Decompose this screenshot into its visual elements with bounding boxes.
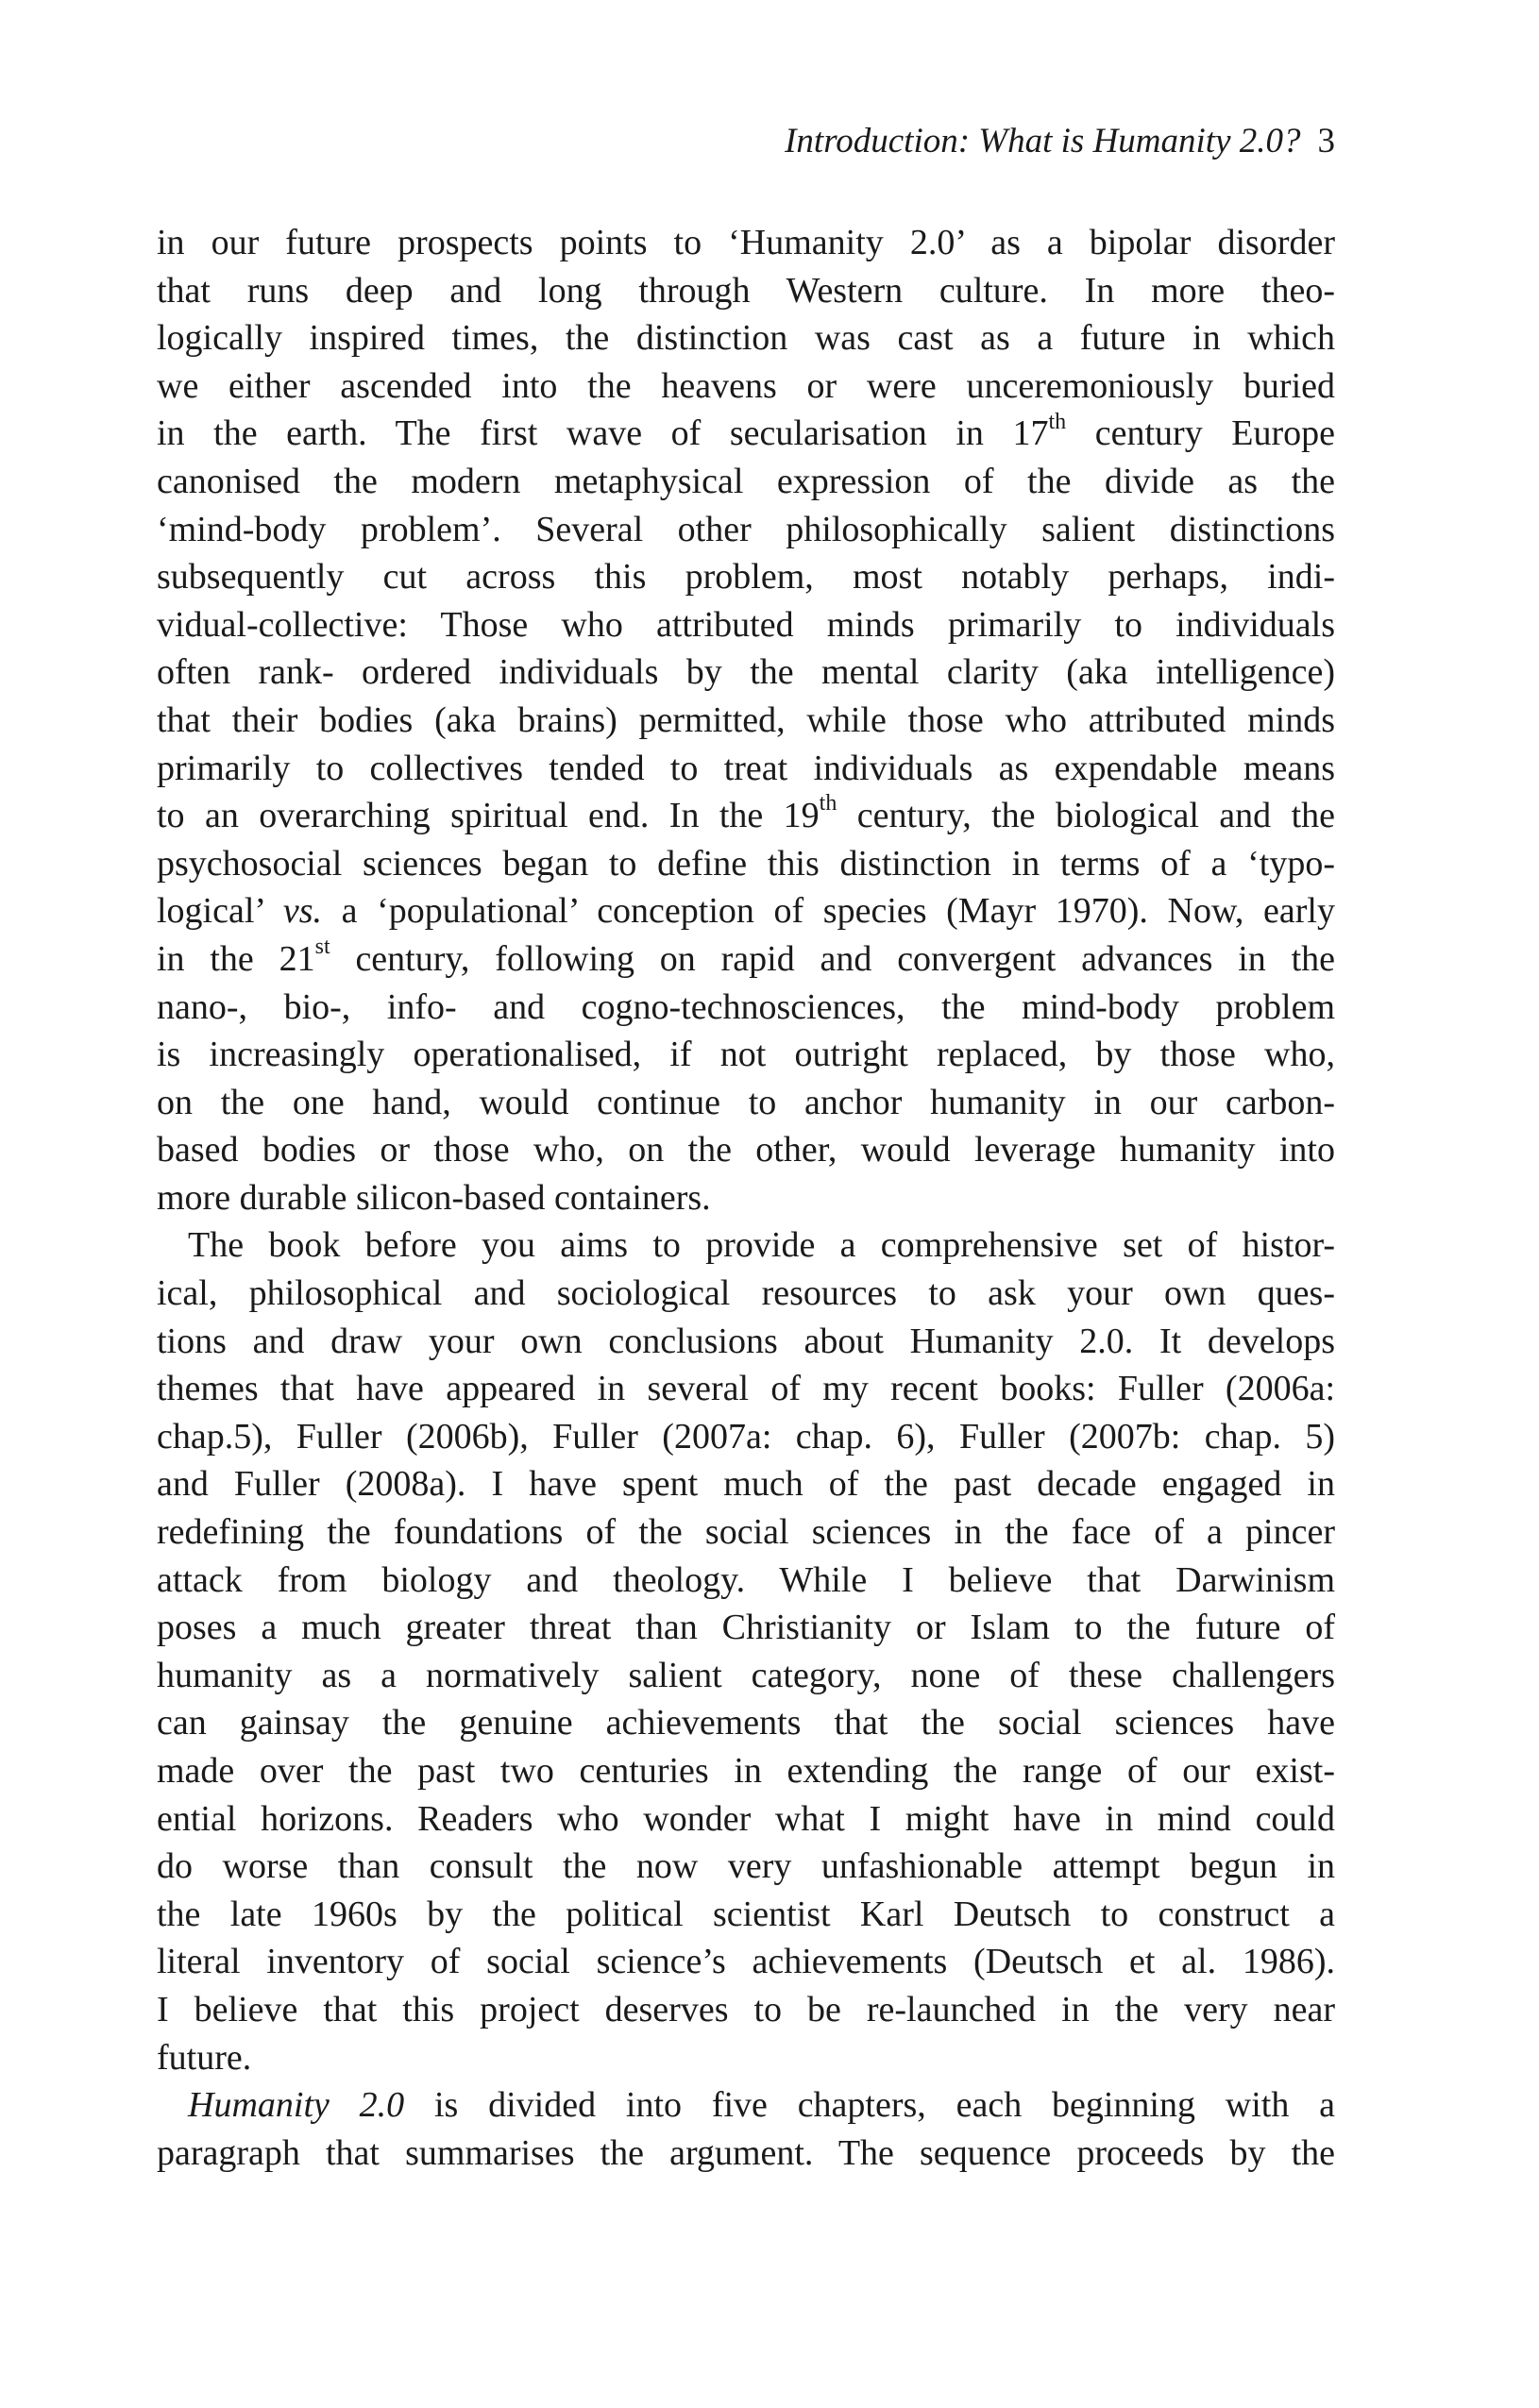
page-number: 3 (1317, 122, 1335, 160)
text-line (157, 792, 1335, 840)
text-segment: a ‘populational’ conception of species (Mayr 1970). Now, early (322, 891, 1335, 932)
text-line: the late 1960s by the political scientist Karl Deutsch to construct a (157, 1894, 1335, 1934)
running-head (157, 121, 1335, 162)
text-segment: century Europe (1066, 413, 1335, 454)
text-segment: logical’ (157, 891, 283, 932)
text-line: often rank- ordered individuals by the mental clarity (aka intelligence) (157, 652, 1335, 693)
text-line: is increasingly operationalised, if not outright replaced, by those who, (157, 1035, 1335, 1075)
text-line (157, 935, 1335, 984)
text-segment: in the earth. The first wave of secularisation in 17 (157, 413, 1049, 454)
text-line: on the one hand, would continue to anchor humanity in our carbon- (157, 1082, 1335, 1122)
text-line: redefining the foundations of the social sciences in the face of a pincer (157, 1512, 1335, 1553)
text-segment: is divided into five chapters, each beginning with a (404, 2085, 1335, 2126)
paragraph-1 (157, 219, 1335, 1221)
text-line: vidual-collective: Those who attributed minds primarily to individuals (157, 604, 1335, 645)
text-segment: century, the biological and the (837, 796, 1335, 836)
paragraph-3 (157, 2081, 1335, 2177)
text-line: themes that have appeared in several of my recent books: Fuller (2006a: (157, 1369, 1335, 1409)
text-line: attack from biology and theology. While I believe that Darwinism (157, 1559, 1335, 1600)
ordinal-superscript: th (819, 791, 837, 817)
text-line: psychosocial sciences began to define this distinction in terms of a ‘typo- (157, 843, 1335, 884)
text-line (157, 2081, 1335, 2130)
text-line: based bodies or those who, on the other, would leverage humanity into (157, 1130, 1335, 1170)
text-line: canonised the modern metaphysical expression of the divide as the (157, 461, 1335, 501)
text-line: literal inventory of social science’s achievements (Deutsch et al. 1986). (157, 1942, 1335, 1982)
text-line: do worse than consult the now very unfashionable attempt begun in (157, 1846, 1335, 1887)
text-line: paragraph that summarises the argument. The sequence proceeds by the (157, 2132, 1335, 2173)
text-line: poses a much greater threat than Christianity or Islam to the future of (157, 1608, 1335, 1648)
text-line: I believe that this project deserves to be re-launched in the very near (157, 1989, 1335, 2029)
text-line: future. (157, 2037, 252, 2078)
text-segment: to an overarching spiritual end. In the 19 (157, 796, 820, 836)
text-line: primarily to collectives tended to treat individuals as expendable means (157, 748, 1335, 788)
text-line: ‘mind-body problem’. Several other philosophically salient distinctions (157, 509, 1335, 549)
text-line: can gainsay the genuine achievements that the social sciences have (157, 1703, 1335, 1743)
text-line: logically inspired times, the distinction was cast as a future in which (157, 318, 1335, 359)
paragraph-2 (157, 1221, 1335, 2081)
text-segment: century, following on rapid and convergent advances in the (330, 938, 1335, 979)
text-line (157, 410, 1335, 458)
text-line: we either ascended into the heavens or were unceremoniously buried (157, 365, 1335, 406)
running-head-title: Introduction: What is Humanity 2.0? (785, 122, 1301, 160)
text-line: in our future prospects points to ‘Humanity 2.0’ as a bipolar disorder (157, 223, 1335, 262)
italic-text: Humanity 2.0 (188, 2085, 405, 2126)
text-line: subsequently cut across this problem, most notably perhaps, indi- (157, 557, 1335, 598)
body-text (157, 219, 1335, 2177)
ordinal-superscript: st (314, 935, 330, 960)
text-line: and Fuller (2008a). I have spent much of the past decade engaged in (157, 1464, 1335, 1505)
text-line: that runs deep and long through Western culture. In more theo- (157, 270, 1335, 311)
text-line: The book before you aims to provide a comprehensive set of histor- (188, 1225, 1335, 1266)
text-line: nano-, bio-, info- and cogno-technosciences, the mind-body problem (157, 986, 1335, 1027)
text-line: more durable silicon-based containers. (157, 1177, 711, 1218)
text-line: chap.5), Fuller (2006b), Fuller (2007a: chap. 6), Fuller (2007b: chap. 5) (157, 1416, 1335, 1457)
text-line: humanity as a normatively salient category, none of these challengers (157, 1655, 1335, 1695)
text-line: tions and draw your own conclusions about Humanity 2.0. It develops (157, 1321, 1335, 1361)
text-line: ical, philosophical and sociological resources to ask your own ques- (157, 1273, 1335, 1314)
text-segment: in the 21 (157, 938, 315, 979)
ordinal-superscript: th (1048, 409, 1067, 434)
text-line: made over the past two centuries in extending the range of our exist- (157, 1751, 1335, 1791)
text-line: ential horizons. Readers who wonder what I might have in mind could (157, 1798, 1335, 1839)
italic-text: vs. (282, 891, 323, 932)
text-line: that their bodies (aka brains) permitted, while those who attributed minds (157, 699, 1335, 740)
text-line (157, 887, 1335, 935)
